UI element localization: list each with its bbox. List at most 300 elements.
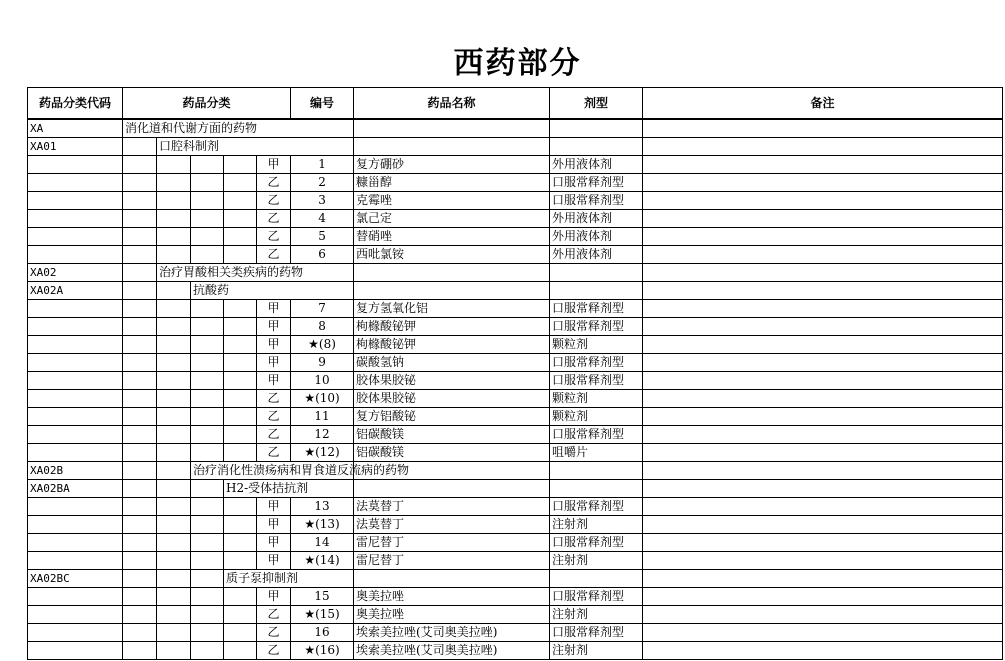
indent-cell bbox=[157, 372, 191, 390]
category-code-cell bbox=[28, 426, 123, 444]
number-cell: 10 bbox=[291, 372, 354, 390]
indent-cell bbox=[123, 552, 157, 570]
number-cell: ★(8) bbox=[291, 336, 354, 354]
indent-cell bbox=[224, 552, 257, 570]
indent-cell bbox=[224, 588, 257, 606]
grade-cell: 乙 bbox=[257, 606, 291, 624]
indent-cell bbox=[191, 354, 224, 372]
form-cell bbox=[550, 462, 643, 480]
indent-cell bbox=[224, 372, 257, 390]
grade-cell: 乙 bbox=[257, 390, 291, 408]
dosage-form-cell: 口服常释剂型 bbox=[550, 624, 643, 642]
table-row bbox=[28, 624, 1003, 642]
note-cell bbox=[643, 354, 1003, 372]
table-row bbox=[28, 246, 1003, 264]
dosage-form-cell: 颗粒剂 bbox=[550, 390, 643, 408]
drug-name-cell: 雷尼替丁 bbox=[354, 534, 550, 552]
indent-cell bbox=[191, 228, 224, 246]
drug-name-cell: 复方氢氧化铝 bbox=[354, 300, 550, 318]
note-cell bbox=[643, 372, 1003, 390]
indent-cell bbox=[191, 552, 224, 570]
note-cell bbox=[643, 642, 1003, 660]
indent-cell bbox=[157, 444, 191, 462]
table-row bbox=[28, 372, 1003, 390]
category-label-cell: 治疗胃酸相关类疾病的药物 bbox=[157, 264, 354, 282]
indent-cell bbox=[157, 408, 191, 426]
category-code-cell: XA bbox=[28, 119, 123, 138]
indent-cell bbox=[157, 156, 191, 174]
note-cell bbox=[643, 516, 1003, 534]
indent-cell bbox=[224, 156, 257, 174]
note-cell bbox=[643, 174, 1003, 192]
indent-cell bbox=[123, 354, 157, 372]
indent-cell bbox=[191, 408, 224, 426]
drug-name-cell: 胶体果胶铋 bbox=[354, 390, 550, 408]
indent-cell bbox=[191, 642, 224, 660]
indent-cell bbox=[224, 624, 257, 642]
table-row bbox=[28, 318, 1003, 336]
number-cell: 4 bbox=[291, 210, 354, 228]
number-cell: ★(14) bbox=[291, 552, 354, 570]
grade-cell: 甲 bbox=[257, 516, 291, 534]
category-label-cell: 治疗消化性溃疡病和胃食道反流病的药物 bbox=[191, 462, 354, 480]
drug-name-cell: 枸橼酸铋钾 bbox=[354, 318, 550, 336]
indent-cell bbox=[123, 174, 157, 192]
indent-cell bbox=[191, 426, 224, 444]
table-row bbox=[28, 408, 1003, 426]
indent-cell bbox=[123, 282, 157, 300]
indent-cell bbox=[123, 300, 157, 318]
indent-cell bbox=[123, 588, 157, 606]
indent-cell bbox=[123, 516, 157, 534]
indent-cell bbox=[123, 570, 157, 588]
indent-cell bbox=[123, 192, 157, 210]
indent-cell bbox=[191, 192, 224, 210]
note-cell bbox=[643, 318, 1003, 336]
form-cell bbox=[550, 480, 643, 498]
indent-cell bbox=[123, 408, 157, 426]
indent-cell bbox=[157, 480, 191, 498]
form-cell bbox=[550, 264, 643, 282]
grade-cell: 乙 bbox=[257, 246, 291, 264]
grade-cell: 乙 bbox=[257, 444, 291, 462]
table-row bbox=[28, 444, 1003, 462]
note-cell bbox=[643, 588, 1003, 606]
grade-cell: 甲 bbox=[257, 156, 291, 174]
indent-cell bbox=[123, 264, 157, 282]
table-row bbox=[28, 516, 1003, 534]
dosage-form-cell: 口服常释剂型 bbox=[550, 174, 643, 192]
indent-cell bbox=[191, 606, 224, 624]
indent-cell bbox=[224, 426, 257, 444]
header-name: 药品名称 bbox=[354, 88, 550, 120]
indent-cell bbox=[157, 552, 191, 570]
category-code-cell: XA02BC bbox=[28, 570, 123, 588]
indent-cell bbox=[123, 138, 157, 156]
note-cell bbox=[643, 138, 1003, 156]
indent-cell bbox=[191, 534, 224, 552]
dosage-form-cell: 口服常释剂型 bbox=[550, 318, 643, 336]
note-cell bbox=[643, 119, 1003, 138]
indent-cell bbox=[191, 318, 224, 336]
name-cell bbox=[354, 282, 550, 300]
indent-cell bbox=[191, 444, 224, 462]
form-cell bbox=[550, 282, 643, 300]
category-code-cell bbox=[28, 642, 123, 660]
indent-cell bbox=[224, 354, 257, 372]
dosage-form-cell: 外用液体剂 bbox=[550, 156, 643, 174]
category-code-cell bbox=[28, 228, 123, 246]
indent-cell bbox=[157, 246, 191, 264]
grade-cell: 甲 bbox=[257, 588, 291, 606]
indent-cell bbox=[191, 210, 224, 228]
table-row bbox=[28, 264, 1003, 282]
table-row bbox=[28, 156, 1003, 174]
dosage-form-cell: 注射剂 bbox=[550, 552, 643, 570]
category-code-cell bbox=[28, 516, 123, 534]
drug-name-cell: 替硝唑 bbox=[354, 228, 550, 246]
category-code-cell: XA02B bbox=[28, 462, 123, 480]
indent-cell bbox=[191, 300, 224, 318]
table-row bbox=[28, 642, 1003, 660]
drug-name-cell: 奥美拉唑 bbox=[354, 588, 550, 606]
indent-cell bbox=[191, 372, 224, 390]
number-cell: ★(13) bbox=[291, 516, 354, 534]
indent-cell bbox=[191, 516, 224, 534]
note-cell bbox=[643, 246, 1003, 264]
name-cell bbox=[354, 480, 550, 498]
drug-name-cell: 西吡氯铵 bbox=[354, 246, 550, 264]
category-code-cell bbox=[28, 210, 123, 228]
category-label-cell: H2-受体拮抗剂 bbox=[224, 480, 354, 498]
name-cell bbox=[354, 264, 550, 282]
indent-cell bbox=[224, 228, 257, 246]
category-label-cell: 消化道和代谢方面的药物 bbox=[123, 119, 354, 138]
indent-cell bbox=[123, 480, 157, 498]
indent-cell bbox=[123, 372, 157, 390]
category-code-cell: XA02BA bbox=[28, 480, 123, 498]
category-label-cell: 质子泵抑制剂 bbox=[224, 570, 354, 588]
table-row bbox=[28, 192, 1003, 210]
note-cell bbox=[643, 462, 1003, 480]
number-cell: 7 bbox=[291, 300, 354, 318]
number-cell: 2 bbox=[291, 174, 354, 192]
indent-cell bbox=[224, 336, 257, 354]
dosage-form-cell: 注射剂 bbox=[550, 516, 643, 534]
drug-name-cell: 铝碳酸镁 bbox=[354, 426, 550, 444]
indent-cell bbox=[157, 462, 191, 480]
grade-cell: 甲 bbox=[257, 372, 291, 390]
dosage-form-cell: 口服常释剂型 bbox=[550, 588, 643, 606]
note-cell bbox=[643, 228, 1003, 246]
category-label-cell: 抗酸药 bbox=[191, 282, 354, 300]
indent-cell bbox=[224, 606, 257, 624]
table-row bbox=[28, 606, 1003, 624]
indent-cell bbox=[224, 642, 257, 660]
indent-cell bbox=[157, 516, 191, 534]
indent-cell bbox=[224, 408, 257, 426]
indent-cell bbox=[123, 642, 157, 660]
name-cell bbox=[354, 119, 550, 138]
number-cell: ★(15) bbox=[291, 606, 354, 624]
number-cell: 1 bbox=[291, 156, 354, 174]
category-code-cell bbox=[28, 300, 123, 318]
grade-cell: 乙 bbox=[257, 408, 291, 426]
indent-cell bbox=[191, 624, 224, 642]
table-row bbox=[28, 336, 1003, 354]
grade-cell: 甲 bbox=[257, 318, 291, 336]
category-code-cell bbox=[28, 534, 123, 552]
number-cell: 9 bbox=[291, 354, 354, 372]
drug-catalog-table bbox=[27, 87, 1003, 660]
note-cell bbox=[643, 264, 1003, 282]
page-title: 西药部分 bbox=[453, 46, 582, 81]
indent-cell bbox=[123, 318, 157, 336]
grade-cell: 甲 bbox=[257, 336, 291, 354]
header-number: 编号 bbox=[291, 88, 354, 120]
indent-cell bbox=[157, 390, 191, 408]
table-row bbox=[28, 354, 1003, 372]
table-row bbox=[28, 426, 1003, 444]
header-category: 药品分类 bbox=[123, 88, 291, 120]
category-code-cell bbox=[28, 408, 123, 426]
category-code-cell bbox=[28, 390, 123, 408]
indent-cell bbox=[123, 462, 157, 480]
grade-cell: 乙 bbox=[257, 426, 291, 444]
indent-cell bbox=[191, 390, 224, 408]
indent-cell bbox=[224, 516, 257, 534]
table-row bbox=[28, 480, 1003, 498]
category-code-cell bbox=[28, 174, 123, 192]
indent-cell bbox=[157, 426, 191, 444]
dosage-form-cell: 口服常释剂型 bbox=[550, 426, 643, 444]
dosage-form-cell: 口服常释剂型 bbox=[550, 354, 643, 372]
indent-cell bbox=[157, 336, 191, 354]
note-cell bbox=[643, 336, 1003, 354]
indent-cell bbox=[157, 228, 191, 246]
indent-cell bbox=[224, 174, 257, 192]
drug-name-cell: 克霉唑 bbox=[354, 192, 550, 210]
number-cell: 3 bbox=[291, 192, 354, 210]
indent-cell bbox=[191, 588, 224, 606]
indent-cell bbox=[191, 174, 224, 192]
number-cell: 11 bbox=[291, 408, 354, 426]
drug-name-cell: 雷尼替丁 bbox=[354, 552, 550, 570]
form-cell bbox=[550, 119, 643, 138]
table-row bbox=[28, 210, 1003, 228]
indent-cell bbox=[123, 498, 157, 516]
indent-cell bbox=[123, 156, 157, 174]
drug-name-cell: 法莫替丁 bbox=[354, 498, 550, 516]
grade-cell: 乙 bbox=[257, 642, 291, 660]
indent-cell bbox=[157, 534, 191, 552]
drug-name-cell: 复方硼砂 bbox=[354, 156, 550, 174]
dosage-form-cell: 口服常释剂型 bbox=[550, 300, 643, 318]
table-row bbox=[28, 588, 1003, 606]
indent-cell bbox=[157, 498, 191, 516]
category-code-cell bbox=[28, 192, 123, 210]
indent-cell bbox=[123, 336, 157, 354]
indent-cell bbox=[191, 480, 224, 498]
dosage-form-cell: 口服常释剂型 bbox=[550, 498, 643, 516]
grade-cell: 乙 bbox=[257, 174, 291, 192]
category-label-cell: 口腔科制剂 bbox=[157, 138, 354, 156]
drug-name-cell: 糠甾醇 bbox=[354, 174, 550, 192]
category-code-cell bbox=[28, 624, 123, 642]
number-cell: ★(16) bbox=[291, 642, 354, 660]
drug-name-cell: 埃索美拉唑(艾司奥美拉唑) bbox=[354, 642, 550, 660]
number-cell: 12 bbox=[291, 426, 354, 444]
note-cell bbox=[643, 300, 1003, 318]
drug-name-cell: 枸橼酸铋钾 bbox=[354, 336, 550, 354]
number-cell: 15 bbox=[291, 588, 354, 606]
category-code-cell bbox=[28, 552, 123, 570]
table-row bbox=[28, 228, 1003, 246]
table-row bbox=[28, 498, 1003, 516]
indent-cell bbox=[123, 228, 157, 246]
note-cell bbox=[643, 408, 1003, 426]
category-code-cell bbox=[28, 606, 123, 624]
table-row bbox=[28, 534, 1003, 552]
table-row bbox=[28, 552, 1003, 570]
note-cell bbox=[643, 570, 1003, 588]
drug-name-cell: 铝碳酸镁 bbox=[354, 444, 550, 462]
number-cell: 6 bbox=[291, 246, 354, 264]
grade-cell: 乙 bbox=[257, 192, 291, 210]
header-note: 备注 bbox=[643, 88, 1003, 120]
indent-cell bbox=[157, 300, 191, 318]
indent-cell bbox=[224, 246, 257, 264]
note-cell bbox=[643, 426, 1003, 444]
table-row bbox=[28, 138, 1003, 156]
grade-cell: 甲 bbox=[257, 354, 291, 372]
note-cell bbox=[643, 282, 1003, 300]
category-code-cell bbox=[28, 444, 123, 462]
note-cell bbox=[643, 390, 1003, 408]
drug-name-cell: 胶体果胶铋 bbox=[354, 372, 550, 390]
indent-cell bbox=[224, 390, 257, 408]
grade-cell: 甲 bbox=[257, 300, 291, 318]
indent-cell bbox=[191, 498, 224, 516]
grade-cell: 乙 bbox=[257, 210, 291, 228]
dosage-form-cell: 外用液体剂 bbox=[550, 246, 643, 264]
table-row bbox=[28, 300, 1003, 318]
number-cell: 16 bbox=[291, 624, 354, 642]
category-code-cell bbox=[28, 498, 123, 516]
drug-name-cell: 复方铝酸铋 bbox=[354, 408, 550, 426]
drug-name-cell: 氯己定 bbox=[354, 210, 550, 228]
indent-cell bbox=[123, 426, 157, 444]
drug-name-cell: 碳酸氢钠 bbox=[354, 354, 550, 372]
indent-cell bbox=[224, 534, 257, 552]
indent-cell bbox=[224, 498, 257, 516]
indent-cell bbox=[191, 156, 224, 174]
dosage-form-cell: 咀嚼片 bbox=[550, 444, 643, 462]
category-code-cell: XA02A bbox=[28, 282, 123, 300]
category-code-cell bbox=[28, 246, 123, 264]
dosage-form-cell: 颗粒剂 bbox=[550, 336, 643, 354]
indent-cell bbox=[157, 354, 191, 372]
indent-cell bbox=[157, 642, 191, 660]
indent-cell bbox=[157, 192, 191, 210]
indent-cell bbox=[191, 246, 224, 264]
table-row bbox=[28, 570, 1003, 588]
dosage-form-cell: 口服常释剂型 bbox=[550, 192, 643, 210]
table-row bbox=[28, 119, 1003, 138]
name-cell bbox=[354, 138, 550, 156]
indent-cell bbox=[191, 336, 224, 354]
indent-cell bbox=[157, 570, 191, 588]
table-body bbox=[28, 119, 1003, 660]
indent-cell bbox=[157, 606, 191, 624]
dosage-form-cell: 外用液体剂 bbox=[550, 210, 643, 228]
dosage-form-cell: 注射剂 bbox=[550, 606, 643, 624]
indent-cell bbox=[123, 606, 157, 624]
indent-cell bbox=[123, 624, 157, 642]
number-cell: ★(10) bbox=[291, 390, 354, 408]
name-cell bbox=[354, 570, 550, 588]
dosage-form-cell: 注射剂 bbox=[550, 642, 643, 660]
indent-cell bbox=[123, 210, 157, 228]
category-code-cell bbox=[28, 588, 123, 606]
note-cell bbox=[643, 534, 1003, 552]
category-code-cell bbox=[28, 354, 123, 372]
note-cell bbox=[643, 444, 1003, 462]
number-cell: 13 bbox=[291, 498, 354, 516]
number-cell: ★(12) bbox=[291, 444, 354, 462]
indent-cell bbox=[157, 318, 191, 336]
note-cell bbox=[643, 480, 1003, 498]
note-cell bbox=[643, 192, 1003, 210]
category-code-cell bbox=[28, 318, 123, 336]
table-row bbox=[28, 390, 1003, 408]
indent-cell bbox=[123, 444, 157, 462]
indent-cell bbox=[224, 444, 257, 462]
note-cell bbox=[643, 606, 1003, 624]
grade-cell: 甲 bbox=[257, 534, 291, 552]
category-code-cell bbox=[28, 336, 123, 354]
drug-name-cell: 埃索美拉唑(艾司奥美拉唑) bbox=[354, 624, 550, 642]
number-cell: 5 bbox=[291, 228, 354, 246]
dosage-form-cell: 外用液体剂 bbox=[550, 228, 643, 246]
table-row bbox=[28, 282, 1003, 300]
header-code: 药品分类代码 bbox=[28, 88, 123, 120]
form-cell bbox=[550, 570, 643, 588]
indent-cell bbox=[157, 174, 191, 192]
indent-cell bbox=[224, 318, 257, 336]
indent-cell bbox=[157, 624, 191, 642]
grade-cell: 甲 bbox=[257, 498, 291, 516]
form-cell bbox=[550, 138, 643, 156]
indent-cell bbox=[224, 300, 257, 318]
note-cell bbox=[643, 498, 1003, 516]
indent-cell bbox=[123, 246, 157, 264]
category-code-cell: XA01 bbox=[28, 138, 123, 156]
dosage-form-cell: 颗粒剂 bbox=[550, 408, 643, 426]
number-cell: 14 bbox=[291, 534, 354, 552]
dosage-form-cell: 口服常释剂型 bbox=[550, 534, 643, 552]
table-row bbox=[28, 462, 1003, 480]
category-code-cell bbox=[28, 156, 123, 174]
grade-cell: 乙 bbox=[257, 624, 291, 642]
drug-name-cell: 法莫替丁 bbox=[354, 516, 550, 534]
header-form: 剂型 bbox=[550, 88, 643, 120]
note-cell bbox=[643, 210, 1003, 228]
drug-name-cell: 奥美拉唑 bbox=[354, 606, 550, 624]
dosage-form-cell: 口服常释剂型 bbox=[550, 372, 643, 390]
header-row bbox=[28, 88, 1003, 120]
category-code-cell: XA02 bbox=[28, 264, 123, 282]
